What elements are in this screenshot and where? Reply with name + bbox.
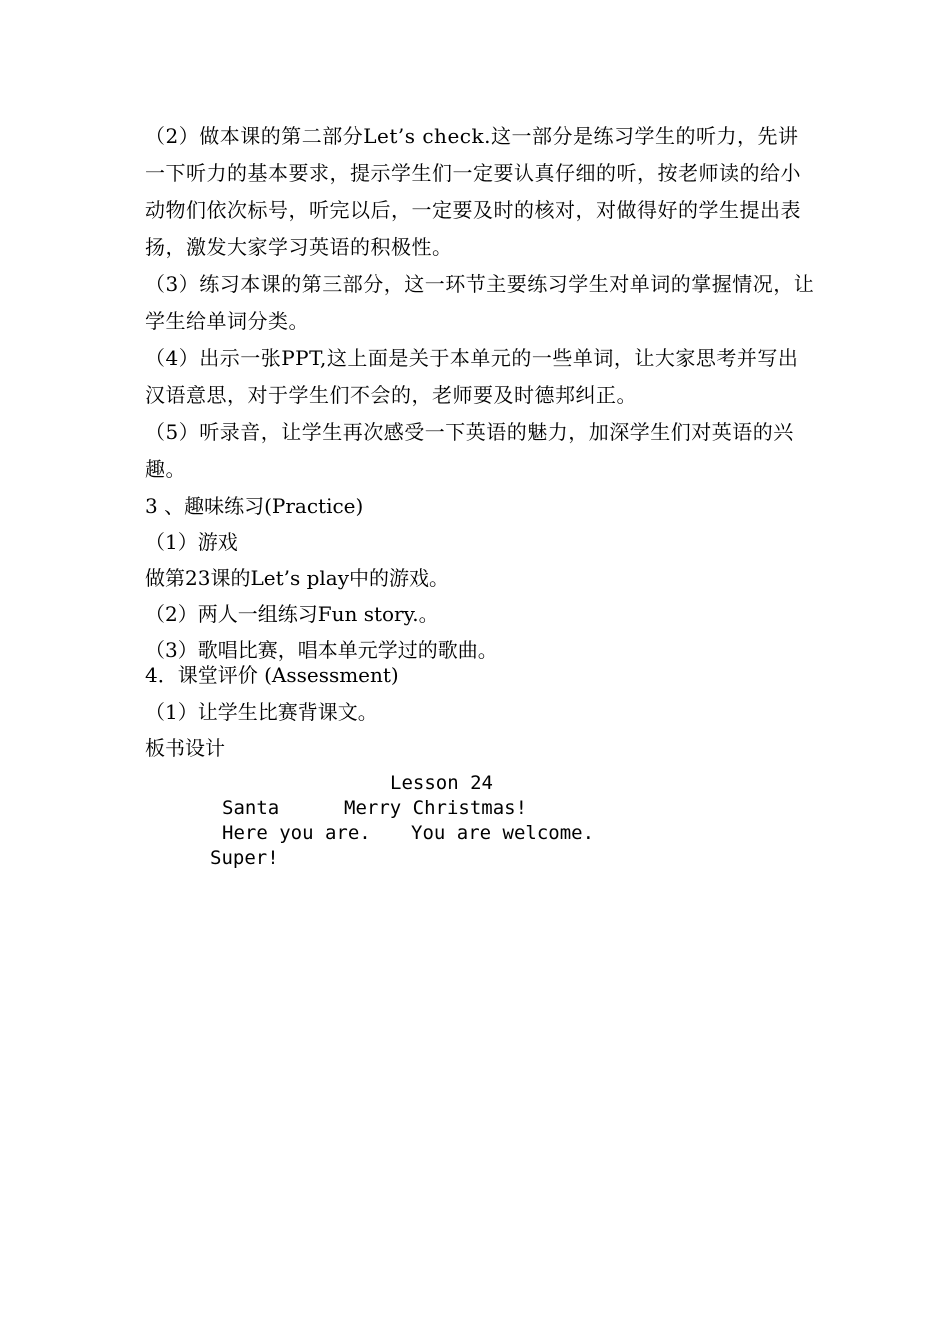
practice-item-2: （2）两人一组练习Fun story.。 [145,602,439,626]
assessment-heading: 4．课堂评价 (Assessment) [145,663,399,687]
board-design-heading: 板书设计 [145,736,225,760]
board-phrase-merry-christmas: Merry Christmas! [344,797,528,819]
paragraph-listen: （5）听录音，让学生再次感受一下英语的魅力，加深学生们对英语的兴趣。 [145,420,794,481]
paragraph-lets-check: （2）做本课的第二部分Let’s check.这一部分是练习学生的听力，先讲一下听力的基本要求，提示学生们一定要认真仔细的听，按老师读的给小动物们依次标号，听完以后，一定要及时的核对，对做得好的学生提出表扬，激发大家学习英语的积极性。 [145,124,801,259]
board-phrase-you-are-welcome: You are welcome. [411,822,595,844]
board-word-santa: Santa [222,797,280,819]
assessment-item-1: （1）让学生比赛背课文。 [145,700,378,724]
board-phrase-here-you-are: Here you are. [222,822,371,844]
paragraph-part-three: （3）练习本课的第三部分，这一环节主要练习学生对单词的掌握情况，让学生给单词分类。 [145,272,815,333]
practice-item-1: （1）游戏 [145,530,238,554]
practice-item-1-detail: 做第23课的Let’s play中的游戏。 [145,566,450,590]
practice-heading: 3 、趣味练习(Practice) [145,494,364,518]
practice-item-3: （3）歌唱比赛，唱本单元学过的歌曲。 [145,638,498,662]
board-lesson-title: Lesson 24 [390,772,493,794]
paragraph-ppt: （4）出示一张PPT,这上面是关于本单元的一些单词，让大家思考并写出汉语意思，对于学生们不会的，老师要及时德邦纠正。 [145,346,799,407]
board-word-super: Super! [210,847,279,869]
